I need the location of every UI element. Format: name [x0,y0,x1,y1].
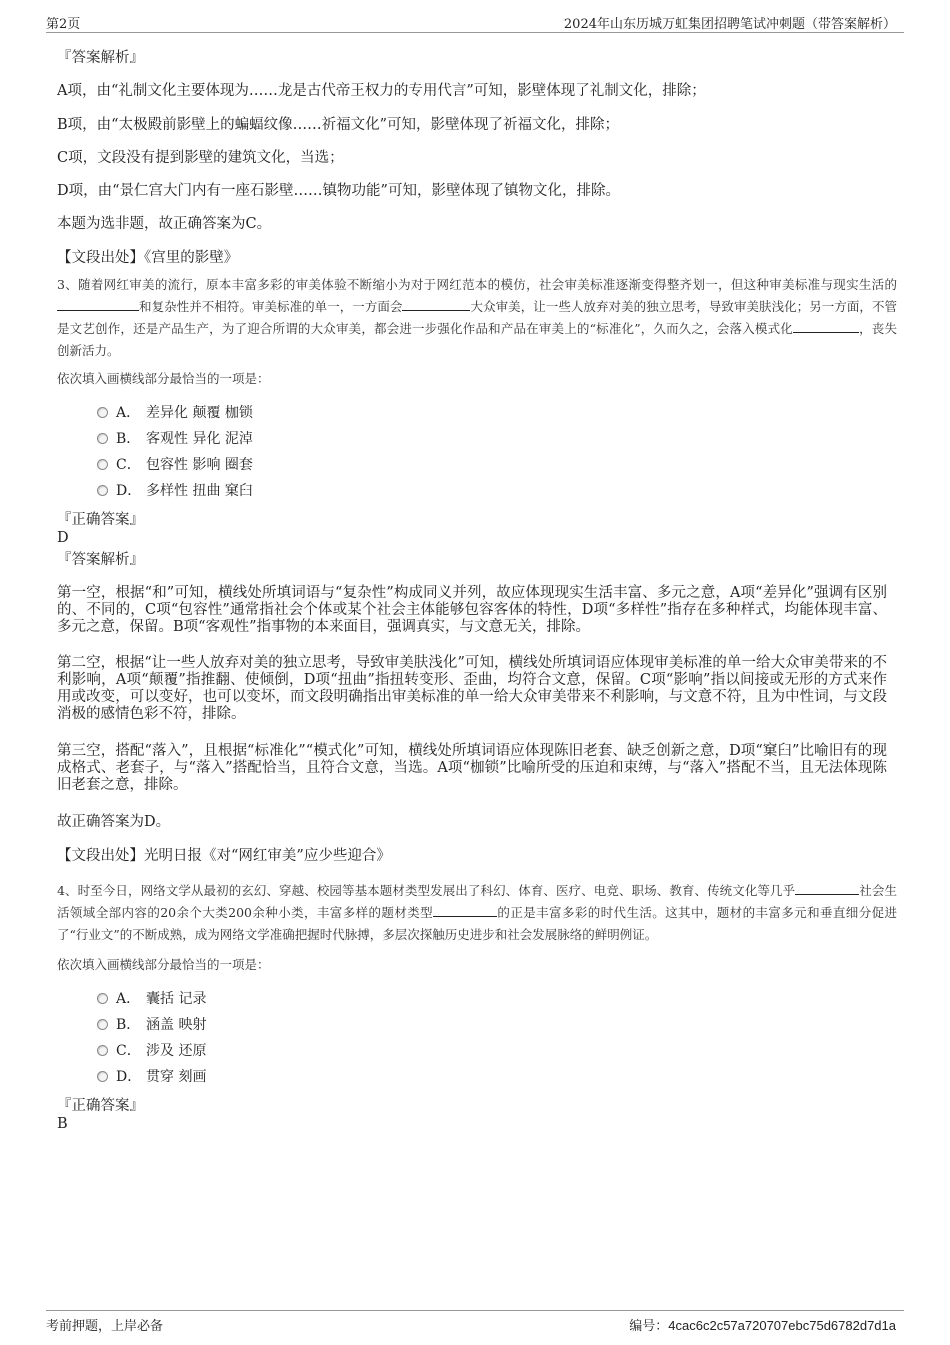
analysis-label: 『答案解析』 [57,50,144,66]
question-3-stem: 3、随着网红审美的流行，原本丰富多彩的审美体验不断缩小为对于网红范本的模仿，社会审美标准逐渐变得整齐划一，但这种审美标准与现实生活的和复杂性并不相符。审美标准的单一，一方面会 大众审美，让一些人放弃对美的独立思考，导致审美肤浅化；另一方面，不管是文艺创作，还是产品生产，为了迎合所谓的大众审美，都会进一步强化作品和产品在审美上的“标准化”，久而久之，会落入模式化 ，丧失创新活力。 [57,277,897,358]
document-code: 编号：4cac6c2c57a720707ebc75d6782d7d1a [629,1318,896,1334]
question-4-option-b[interactable]: B． 涵盖 映射 [97,1016,206,1034]
analysis-line: C项，文段没有提到影壁的建筑文化，当选； [57,150,344,166]
correct-answer-label: 『正确答案』 [57,512,144,528]
radio-button[interactable] [97,407,108,418]
answer-conclusion: 本题为选非题，故正确答案为C。 [57,216,272,232]
source-citation: 【文段出处】《宫里的影壁》 [57,250,239,266]
radio-button[interactable] [97,1071,108,1082]
analysis-label: 『答案解析』 [57,552,144,568]
analysis-line: B项，由“太极殿前影壁上的蝙蝠纹像……祈福文化”可知，影壁体现了祈福文化，排除； [57,117,619,133]
radio-button[interactable] [97,485,108,496]
question-4-stem: 4、时至今日，网络文学从最初的玄幻、穿越、校园等基本题材类型发展出了科幻、体育、医疗、电竞、职场、教育、传统文化等几乎 社会生活领域全部内容的20余个大类200余种小类，丰富多样的题材类型 的正是丰富多彩的时代生活。这其中，题材的丰富多元和垂直细分促进了“行业文”的不断成熟，成为网络文学准确把握时代脉搏，多层次探触历史进步和社会发展脉络的鲜明例证。 [57,883,897,942]
radio-button[interactable] [97,459,108,470]
correct-answer: B [57,1116,68,1132]
source-citation: 【文段出处】光明日报《对“网红审美”应少些迎合》 [57,848,391,864]
fill-blank [402,298,470,311]
question-4-prompt: 依次填入画横线部分最恰当的一项是： [57,957,270,972]
correct-answer-label: 『正确答案』 [57,1098,144,1114]
analysis-paragraph: 第一空，根据“和”可知，横线处所填词语与“复杂性”构成同义并列，故应体现现实生活丰富、多元之意，A项“差异化”强调有区别的、不同的，C项“包容性”通常指社会个体或某个社会主体能够包容客体的特性，D项“多样性”指存在多种样式，均能体现丰富、多元之意，保留。B项“客观性”指事物的本来面目，强调真实，与文意无关，排除。 [57,585,887,635]
analysis-paragraph: 第三空，搭配“落入”，且根据“标准化”“模式化”可知，横线处所填词语应体现陈旧老套、缺乏创新之意，D项“窠臼”比喻旧有的现成格式、老套子，与“落入”搭配恰当，且符合文意，当选。A项“枷锁”比喻所受的压迫和束缚，与“落入”搭配不当，且无法体现陈旧老套之意，排除。 [57,743,887,793]
question-3-option-a[interactable]: A． 差异化 颠覆 枷锁 [97,404,253,422]
page-header [46,12,904,33]
document-title: 2024年山东历城万虹集团招聘笔试冲刺题（带答案解析） [563,17,896,32]
question-3-option-b[interactable]: B． 客观性 异化 泥淖 [97,430,253,448]
fill-blank [433,904,497,917]
question-4-option-a[interactable]: A． 囊括 记录 [97,990,206,1008]
answer-conclusion: 故正确答案为D。 [57,814,171,830]
question-3-option-c[interactable]: C． 包容性 影响 圈套 [97,456,253,474]
analysis-line: A项，由“礼制文化主要体现为……龙是古代帝王权力的专用代言”可知，影壁体现了礼制文化，排除； [57,83,706,99]
question-4-option-c[interactable]: C． 涉及 还原 [97,1042,206,1060]
radio-button[interactable] [97,1019,108,1030]
fill-blank [793,320,859,333]
footer-slogan: 考前押题，上岸必备 [46,1319,164,1334]
question-3-option-d[interactable]: D． 多样性 扭曲 窠臼 [97,482,253,500]
radio-button[interactable] [97,993,108,1004]
analysis-paragraph: 第二空，根据“让一些人放弃对美的独立思考，导致审美肤浅化”可知，横线处所填词语应体现审美标准的单一给大众审美带来的不利影响，A项“颠覆”指推翻、使倾倒，D项“扭曲”指扭转变形、歪曲，均符合文意，保留。C项“影响”指以间接或无形的方式来作用或改变，可以变好，也可以变坏，而文段明确指出审美标准的单一给大众审美带来不利影响，与文意不符，且为中性词，与文段消极的感情色彩不符，排除。 [57,655,887,722]
question-4-option-d[interactable]: D． 贯穿 刻画 [97,1068,206,1086]
analysis-line: D项，由“景仁宫大门内有一座石影壁……镇物功能”可知，影壁体现了镇物文化，排除。 [57,183,620,199]
radio-button[interactable] [97,1045,108,1056]
page-number: 第2页 [46,17,81,32]
radio-button[interactable] [97,433,108,444]
page-footer [46,1310,904,1333]
question-3-prompt: 依次填入画横线部分最恰当的一项是： [57,371,270,386]
correct-answer: D [57,530,69,546]
fill-blank [57,298,139,311]
fill-blank [795,882,859,895]
